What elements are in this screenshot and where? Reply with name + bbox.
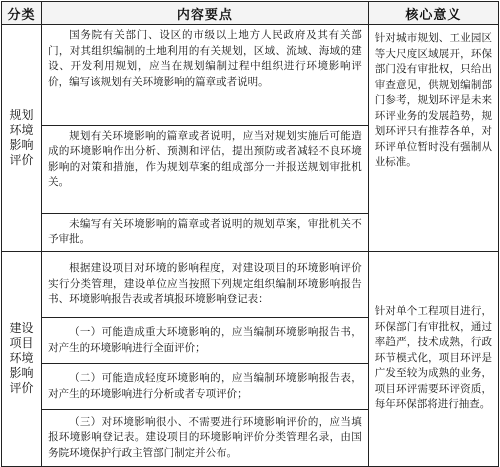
header-core-significance: 核心意义 [368, 2, 498, 25]
header-category: 分类 [2, 2, 42, 25]
significance-cell: 针对城市规划、工业园区等大尺度区域展开，环保部门没有审批权，只给出审查意见，供规划编制部门参考，规划环评是未来环评业务的发展趋势，规划环评只有推荐各单，对环评单位暂时没有强制从业标准。 [368, 25, 498, 252]
significance-cell: 针对单个工程项目进行，环保部门有审批权，通过率趋严，技术成熟，行政环节模式化，项目环评是广发至较为成熟的业务，项目环评需要环评资质，每年环保部将进行抽查。 [368, 251, 498, 466]
environmental-impact-table-wrapper [1, 1, 499, 465]
points-subtable [42, 252, 368, 466]
point-item: （一）可能造成重大环境影响的，应当编制环境影响报告书，对产生的环境影响进行全面评价； [42, 318, 368, 364]
category-cell: 建设项目环境影响评价 [2, 251, 42, 466]
point-item: 国务院有关部门、设区的市级以上地方人民政府及其有关部门，对其组织编制的土地利用的有关规划，区域、流域、海域的建设、开发利用规划，应当在规划编制过程中组织进行环境影响评价，编写该规划有关环境影响的篇章或者说明。 [42, 25, 368, 125]
table-header-row [2, 2, 499, 25]
table-row-planning-eia [2, 25, 499, 252]
category-cell: 规划环境影响评价 [2, 25, 42, 252]
points-cell [42, 25, 369, 252]
points-subtable [42, 25, 368, 251]
header-content-points: 内容要点 [42, 2, 369, 25]
point-item: 根据建设项目对环境的影响程度，对建设项目的环境影响评价实行分类管理，建设单位应当按照下列规定组织编制环境影响报告书、环境影响报告表或者填报环境影响登记表： [42, 252, 368, 318]
table-row-project-eia [2, 251, 499, 466]
environmental-impact-table [1, 1, 499, 467]
point-item: （二）可能造成轻度环境影响的，应当编制环境影响报告表，对产生的环境影响进行分析或者专项评价； [42, 364, 368, 410]
points-cell [42, 251, 369, 466]
point-item: 规划有关环境影响的篇章或者说明，应当对规划实施后可能造成的环境影响作出分析、预测和评估，提出预防或者减轻不良环境影响的对策和措施，作为规划草案的组成部分一并报送规划审批机关。 [42, 125, 368, 213]
point-item: （三）对环境影响很小、不需要进行环境影响评价的，应当填报环境影响登记表。建设项目的环境影响评价分类管理名录，由国务院环境保护行政主管部门制定并公布。 [48, 415, 362, 459]
point-item: 未编写有关环境影响的篇章或者说明的规划草案，审批机关不予审批。 [48, 217, 362, 245]
